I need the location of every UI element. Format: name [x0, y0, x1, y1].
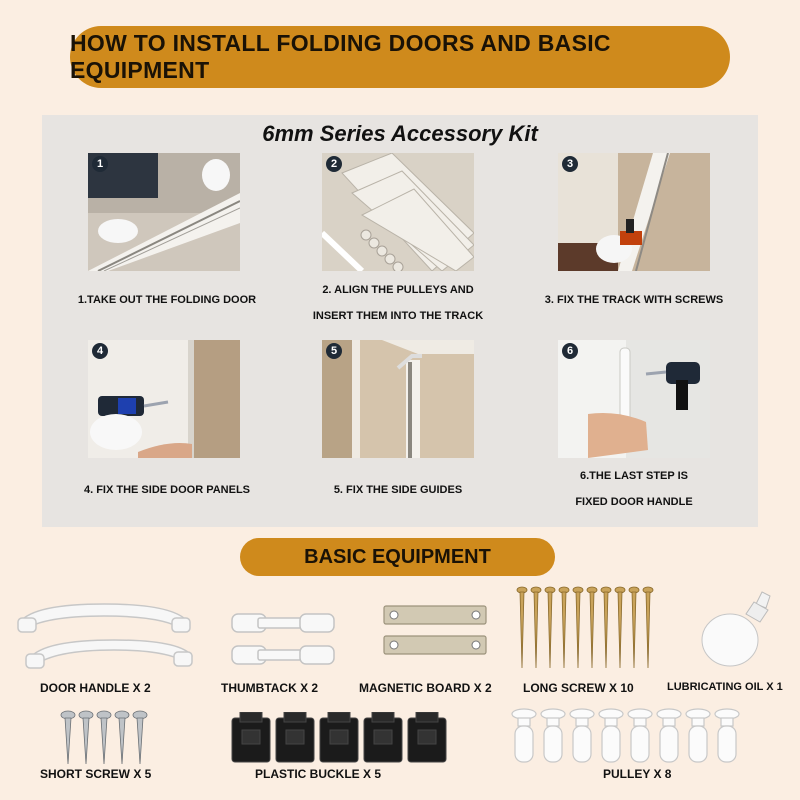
- step-5-photo: [322, 340, 474, 458]
- step-6-badge: 6: [562, 343, 578, 359]
- lubricating-oil-label: LUBRICATING OIL X 1: [667, 681, 783, 693]
- pulley-label: PULLEY X 8: [603, 767, 672, 781]
- step-1-photo: [88, 153, 240, 271]
- short-screw-icon: [60, 710, 150, 766]
- step-6-caption-line1: 6.THE LAST STEP IS: [580, 470, 688, 482]
- step-4-caption: 4. FIX THE SIDE DOOR PANELS: [83, 484, 251, 496]
- step-2-badge: 2: [326, 156, 342, 172]
- step-2-caption-line2: INSERT THEM INTO THE TRACK: [312, 310, 484, 322]
- kit-title: 6mm Series Accessory Kit: [262, 121, 538, 146]
- plastic-buckle-label: PLASTIC BUCKLE X 5: [255, 767, 382, 781]
- oil-bottle-icon: [700, 586, 780, 670]
- door-handle-label: DOOR HANDLE X 2: [40, 681, 151, 695]
- step-2-caption-line1: 2. ALIGN THE PULLEYS AND: [322, 284, 474, 296]
- step-3-caption: 3. FIX THE TRACK WITH SCREWS: [544, 294, 724, 306]
- pulley-icon: [510, 708, 750, 764]
- page-title-banner: [70, 26, 730, 88]
- short-screw-label: SHORT SCREW X 5: [40, 767, 152, 781]
- install-steps-panel: [42, 115, 758, 527]
- step-4-badge: 4: [92, 343, 108, 359]
- page-title: HOW TO INSTALL FOLDING DOORS AND BASIC EQUIPMENT: [70, 30, 611, 83]
- step-6-photo: [558, 340, 710, 458]
- magnetic-board-label: MAGNETIC BOARD X 2: [359, 681, 492, 695]
- long-screw-icon: [516, 586, 662, 670]
- magnetic-board-icon: [380, 602, 490, 660]
- step-1-caption: 1.TAKE OUT THE FOLDING DOOR: [77, 294, 257, 306]
- step-6-caption-line2: FIXED DOOR HANDLE: [575, 496, 693, 508]
- step-5-badge: 5: [326, 343, 342, 359]
- step-4-photo: [88, 340, 240, 458]
- thumbtack-icon: [228, 610, 338, 672]
- equipment-banner: [240, 538, 555, 576]
- plastic-buckle-icon: [230, 712, 454, 764]
- long-screw-label: LONG SCREW X 10: [523, 681, 634, 695]
- step-1-badge: 1: [92, 156, 108, 172]
- step-5-caption: 5. FIX THE SIDE GUIDES: [333, 484, 463, 496]
- thumbtack-label: THUMBTACK X 2: [221, 681, 319, 695]
- step-3-badge: 3: [562, 156, 578, 172]
- step-3-photo: [558, 153, 710, 271]
- step-6-caption: [528, 463, 740, 515]
- equipment-title: BASIC EQUIPMENT: [304, 545, 491, 568]
- step-2-photo: [322, 153, 474, 271]
- step-2-caption: [292, 277, 504, 329]
- door-handle-icon: [14, 598, 194, 674]
